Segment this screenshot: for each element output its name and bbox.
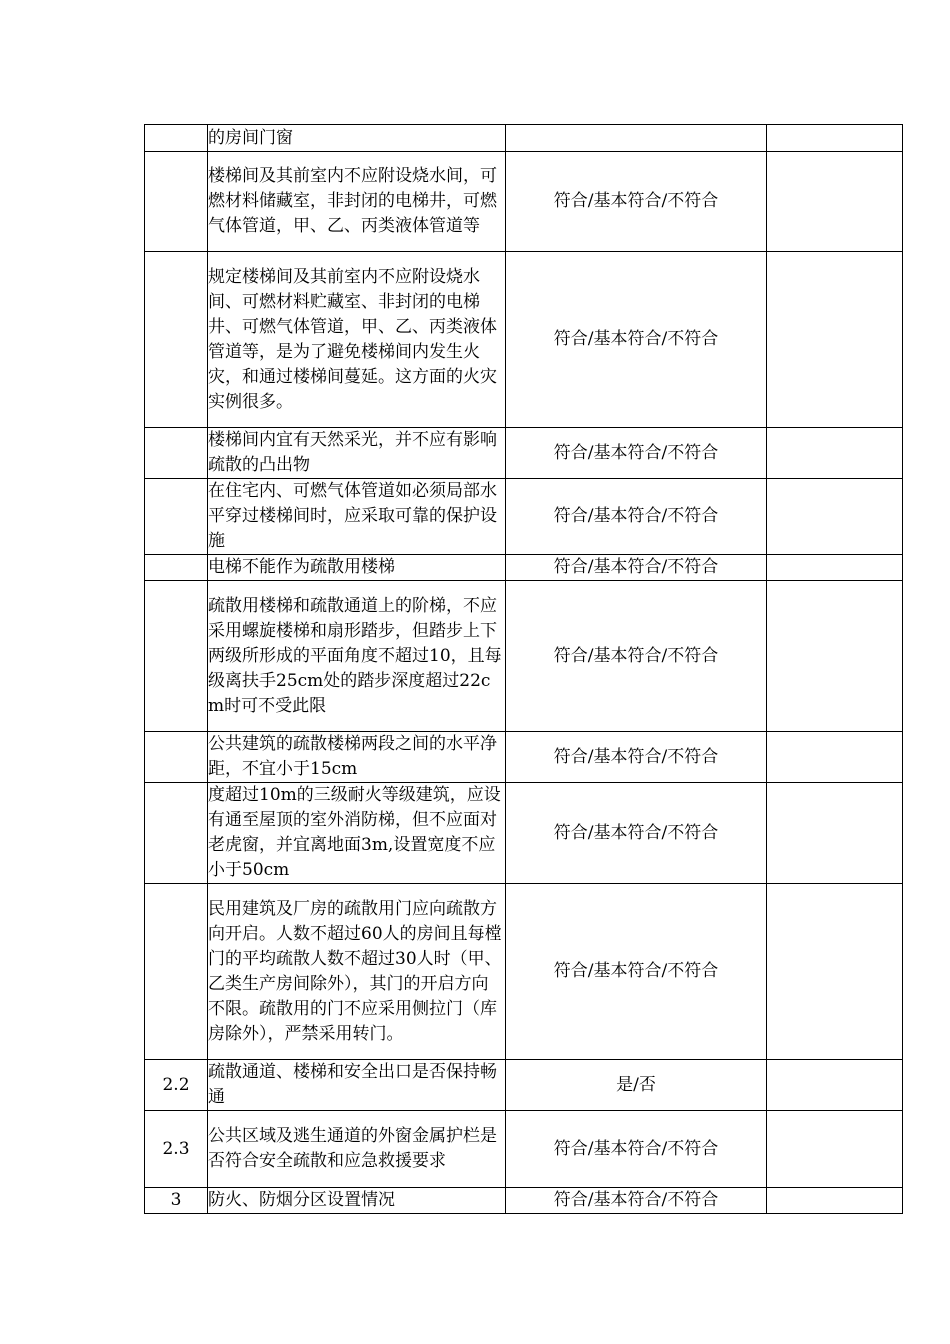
result-cell: 符合/基本符合/不符合 — [506, 1111, 767, 1188]
result-cell: 符合/基本符合/不符合 — [506, 479, 767, 555]
result-cell: 符合/基本符合/不符合 — [506, 555, 767, 581]
result-cell: 符合/基本符合/不符合 — [506, 252, 767, 428]
table-row — [145, 125, 903, 152]
result-cell: 符合/基本符合/不符合 — [506, 884, 767, 1060]
note-cell — [767, 732, 903, 783]
row-number-cell — [145, 783, 208, 884]
result-cell: 符合/基本符合/不符合 — [506, 732, 767, 783]
inspection-checklist-table — [144, 124, 903, 1214]
note-cell — [767, 1060, 903, 1111]
note-cell — [767, 783, 903, 884]
result-cell: 符合/基本符合/不符合 — [506, 152, 767, 252]
row-number-cell — [145, 581, 208, 732]
note-cell — [767, 125, 903, 152]
table-row — [145, 884, 903, 1060]
note-cell — [767, 252, 903, 428]
note-cell — [767, 581, 903, 732]
table-row — [145, 732, 903, 783]
table-row — [145, 581, 903, 732]
check-item-cell: 的房间门窗 — [208, 125, 506, 152]
note-cell — [767, 884, 903, 1060]
table-row — [145, 555, 903, 581]
table-row — [145, 428, 903, 479]
table-row — [145, 1188, 903, 1214]
check-item-cell: 在住宅内、可燃气体管道如必须局部水平穿过楼梯间时，应采取可靠的保护设施 — [208, 479, 506, 555]
row-number-cell — [145, 152, 208, 252]
row-number-cell — [145, 479, 208, 555]
check-item-cell: 公共建筑的疏散楼梯两段之间的水平净距，不宜小于15cm — [208, 732, 506, 783]
result-cell: 符合/基本符合/不符合 — [506, 1188, 767, 1214]
row-number-cell — [145, 732, 208, 783]
check-item-cell: 楼梯间内宜有天然采光，并不应有影响疏散的凸出物 — [208, 428, 506, 479]
check-item-cell: 防火、防烟分区设置情况 — [208, 1188, 506, 1214]
note-cell — [767, 1111, 903, 1188]
table-row — [145, 1060, 903, 1111]
row-number-cell — [145, 125, 208, 152]
table-row — [145, 252, 903, 428]
result-cell: 是/否 — [506, 1060, 767, 1111]
check-item-cell: 民用建筑及厂房的疏散用门应向疏散方向开启。人数不超过60人的房间且每樘门的平均疏散人数不超过30人时（甲、乙类生产房间除外），其门的开启方向不限。疏散用的门不应采用侧拉门（库房除外），严禁采用转门。 — [208, 884, 506, 1060]
row-number-cell: 2.2 — [145, 1060, 208, 1111]
row-number-cell: 3 — [145, 1188, 208, 1214]
check-item-cell: 度超过10m的三级耐火等级建筑，应设有通至屋顶的室外消防梯，但不应面对老虎窗，并宜离地面3m,设置宽度不应小于50cm — [208, 783, 506, 884]
row-number-cell: 2.3 — [145, 1111, 208, 1188]
note-cell — [767, 428, 903, 479]
table-row — [145, 152, 903, 252]
row-number-cell — [145, 252, 208, 428]
result-cell: 符合/基本符合/不符合 — [506, 428, 767, 479]
check-item-cell: 规定楼梯间及其前室内不应附设烧水间、可燃材料贮藏室、非封闭的电梯井、可燃气体管道，甲、乙、丙类液体管道等，是为了避免楼梯间内发生火灾，和通过楼梯间蔓延。这方面的火灾实例很多。 — [208, 252, 506, 428]
result-cell: 符合/基本符合/不符合 — [506, 783, 767, 884]
table-row — [145, 1111, 903, 1188]
table-row — [145, 783, 903, 884]
check-item-cell: 楼梯间及其前室内不应附设烧水间，可燃材料储藏室，非封闭的电梯井，可燃气体管道，甲、乙、丙类液体管道等 — [208, 152, 506, 252]
row-number-cell — [145, 884, 208, 1060]
check-item-cell: 疏散用楼梯和疏散通道上的阶梯，不应采用螺旋楼梯和扇形踏步，但踏步上下两级所形成的平面角度不超过10，且每级离扶手25cm处的踏步深度超过22cm时可不受此限 — [208, 581, 506, 732]
result-cell: 符合/基本符合/不符合 — [506, 581, 767, 732]
note-cell — [767, 1188, 903, 1214]
row-number-cell — [145, 428, 208, 479]
check-item-cell: 疏散通道、楼梯和安全出口是否保持畅通 — [208, 1060, 506, 1111]
note-cell — [767, 479, 903, 555]
table-row — [145, 479, 903, 555]
result-cell — [506, 125, 767, 152]
note-cell — [767, 555, 903, 581]
check-item-cell: 公共区域及逃生通道的外窗金属护栏是否符合安全疏散和应急救援要求 — [208, 1111, 506, 1188]
note-cell — [767, 152, 903, 252]
row-number-cell — [145, 555, 208, 581]
check-item-cell: 电梯不能作为疏散用楼梯 — [208, 555, 506, 581]
